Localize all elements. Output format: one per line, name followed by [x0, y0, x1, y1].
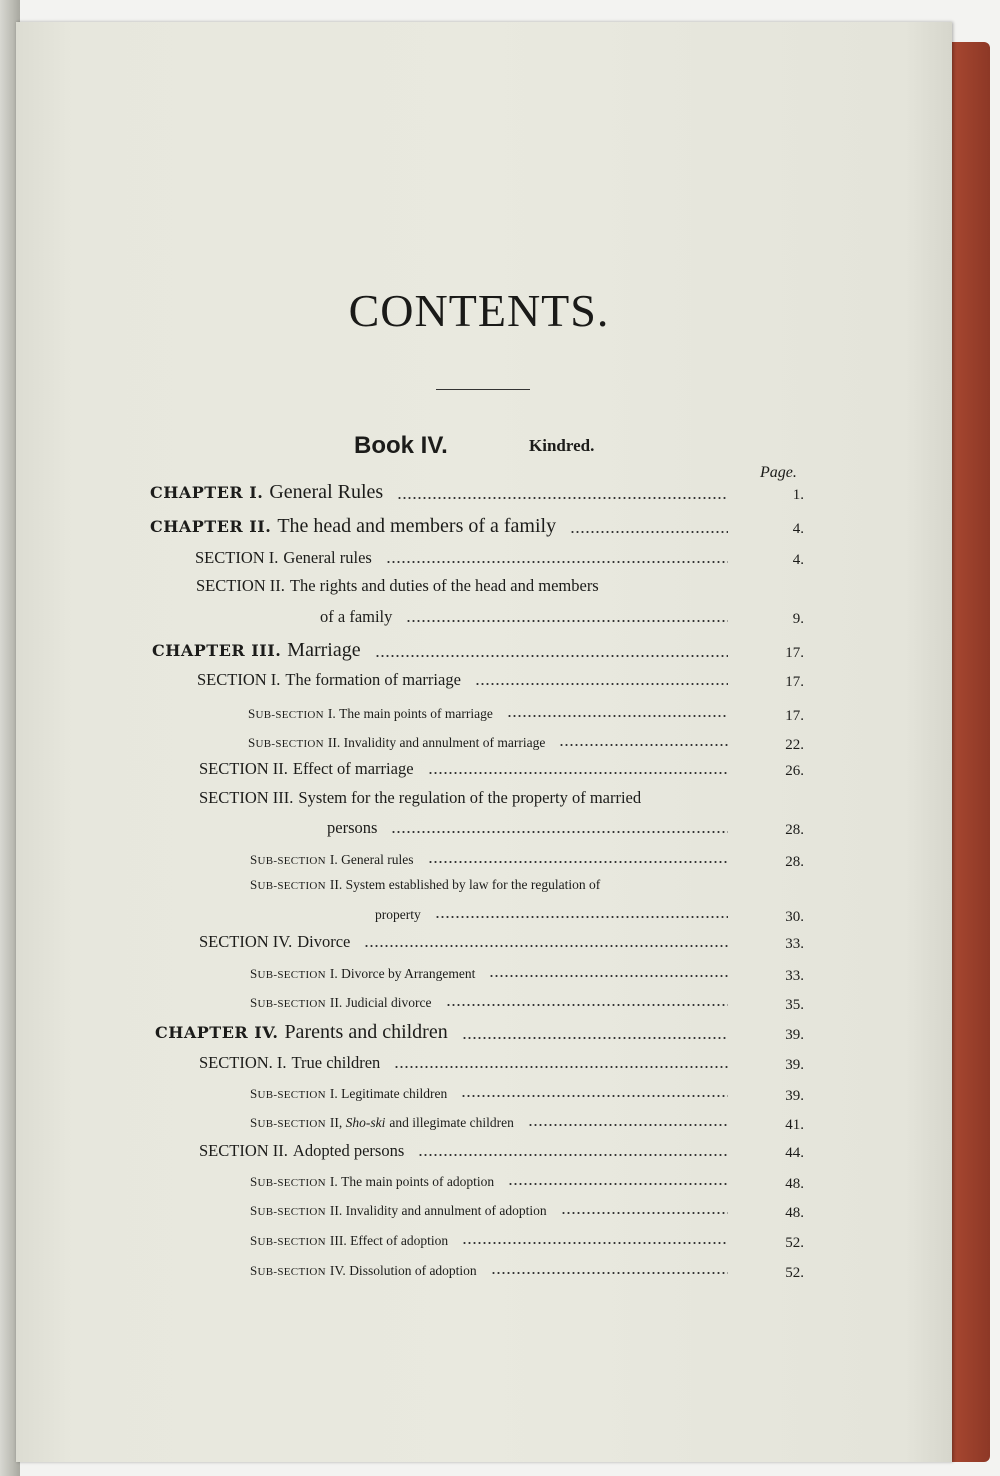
dot-leader	[375, 654, 728, 658]
dot-leader	[475, 682, 728, 686]
section-label: SECTION I.	[197, 670, 281, 689]
page-number: 1.	[792, 487, 804, 503]
subsection-label	[250, 1115, 326, 1131]
subsection-label-initial: S	[248, 735, 256, 750]
entry-title: General rules	[283, 548, 372, 567]
subsection-label-initial: S	[250, 1203, 258, 1218]
entry-title: The main points of marriage	[339, 706, 493, 721]
dot-leader	[508, 1182, 728, 1186]
entry-title: Invalidity and annulment of adoption	[345, 1203, 547, 1218]
dot-leader	[507, 714, 728, 718]
dot-leader	[528, 1123, 728, 1127]
toc-entry-subsection	[250, 1115, 514, 1131]
toc-entry-section	[196, 576, 599, 596]
toc-entry-section	[199, 932, 350, 952]
entry-title: Invalidity and annulment of marriage	[343, 735, 546, 750]
section-label: SECTION II.	[196, 576, 285, 595]
entry-title: Effect of adoption	[350, 1233, 449, 1248]
toc-entry-chapter	[150, 481, 383, 504]
page-number: 28.	[785, 822, 804, 838]
dot-leader	[394, 1065, 728, 1069]
toc-entry-chapter	[152, 639, 361, 662]
subsection-numeral: II.	[329, 1203, 346, 1218]
toc-entry-subsection	[250, 1174, 494, 1190]
toc-entry-subsection	[250, 852, 414, 868]
toc-entry-section	[197, 670, 461, 690]
subsection-label-rest: UB-SECTION	[257, 998, 326, 1010]
subsection-label-rest: UB-SECTION	[257, 969, 326, 981]
entry-title: and illegimate children	[389, 1115, 514, 1130]
dot-leader	[559, 743, 728, 747]
dot-leader	[462, 1241, 728, 1245]
toc-entry-chapter	[150, 515, 556, 538]
subsection-numeral: II.	[327, 735, 344, 750]
subsection-label-initial: S	[250, 1174, 258, 1189]
page-number: 52.	[785, 1265, 804, 1281]
page-number: 22.	[785, 737, 804, 753]
subsection-label-rest: UB-SECTION	[255, 709, 324, 721]
dot-leader	[446, 1003, 728, 1007]
subsection-label-initial: S	[250, 995, 258, 1010]
subsection-label	[250, 1263, 326, 1279]
entry-title: System established by law for the regulation of	[345, 877, 601, 892]
subsection-label	[248, 735, 324, 751]
page-number: 30.	[785, 909, 804, 925]
title-rule	[436, 389, 530, 390]
book-heading: Book IV.	[354, 432, 448, 459]
subsection-label	[250, 1233, 326, 1249]
subsection-label	[250, 1086, 326, 1102]
toc-entry-subsection	[248, 735, 545, 751]
subsection-label-rest: UB-SECTION	[257, 880, 326, 892]
entry-title-continuation: persons	[327, 818, 378, 837]
chapter-label: CHAPTER I.	[150, 483, 264, 502]
entry-title: General Rules	[269, 481, 384, 503]
chapter-label: CHAPTER IV.	[155, 1023, 279, 1042]
subsection-label	[250, 877, 326, 893]
toc-entry-section	[199, 788, 641, 808]
subsection-label-initial: S	[250, 1263, 258, 1278]
page-number: 33.	[785, 968, 804, 984]
subsection-label-rest: UB-SECTION	[257, 1206, 326, 1218]
page-number: 39.	[785, 1027, 804, 1043]
subsection-numeral: II,	[329, 1115, 346, 1130]
toc-entry-subsection	[250, 1263, 477, 1279]
book-page	[16, 22, 952, 1462]
entry-title-continuation: of a family	[320, 607, 393, 626]
page-number: 17.	[785, 708, 804, 724]
entry-title-italic: Sho-ski	[345, 1115, 386, 1130]
subsection-label-initial: S	[250, 1233, 258, 1248]
section-label: SECTION IV.	[199, 932, 293, 951]
dot-leader	[462, 1036, 728, 1040]
subsection-label-initial: S	[250, 1115, 258, 1130]
dot-leader	[391, 830, 728, 834]
subsection-numeral: I.	[329, 966, 342, 981]
section-label: SECTION III.	[199, 788, 294, 807]
page-number: 17.	[785, 674, 804, 690]
entry-title: General rules	[341, 852, 414, 867]
page-number: 17.	[785, 645, 804, 661]
toc-entry-subsection	[250, 995, 432, 1011]
subsection-label-rest: UB-SECTION	[257, 1118, 326, 1130]
subsection-label	[248, 706, 324, 722]
dot-leader	[364, 944, 728, 948]
subsection-label-rest: UB-SECTION	[257, 1236, 326, 1248]
entry-title: Marriage	[287, 639, 361, 661]
toc-entry-subsection	[250, 966, 475, 982]
page-number: 4.	[792, 552, 804, 568]
dot-leader	[386, 560, 728, 564]
subsection-numeral: II.	[329, 877, 346, 892]
entry-title: Divorce by Arrangement	[341, 966, 476, 981]
page-number: 26.	[785, 763, 804, 779]
page-number: 48.	[785, 1205, 804, 1221]
page-number: 28.	[785, 854, 804, 870]
entry-title: Judicial divorce	[345, 995, 432, 1010]
page-number: 41.	[785, 1117, 804, 1133]
toc-entry-subsection	[250, 1203, 547, 1219]
section-label: SECTION II.	[199, 759, 288, 778]
section-label: SECTION II.	[199, 1141, 288, 1160]
subsection-numeral: I.	[329, 1174, 342, 1189]
subsection-numeral: I.	[329, 1086, 342, 1101]
toc-entry-section	[199, 1053, 380, 1073]
subsection-label-initial: S	[250, 966, 258, 981]
book-subject: Kindred.	[529, 436, 595, 455]
subsection-numeral: III.	[329, 1233, 351, 1248]
toc-entry-section	[195, 548, 372, 568]
dot-leader	[418, 1153, 728, 1157]
page-number: 9.	[792, 611, 804, 627]
dot-leader	[489, 974, 728, 978]
subsection-label	[250, 966, 326, 982]
entry-title: Legitimate children	[341, 1086, 448, 1101]
page-number: 44.	[785, 1145, 804, 1161]
toc-entry-subsection	[250, 1086, 447, 1102]
entry-title-continuation: property	[375, 907, 421, 922]
page-number: 39.	[785, 1088, 804, 1104]
entry-title: The main points of adoption	[341, 1174, 495, 1189]
entry-title: Divorce	[297, 932, 351, 951]
dot-leader	[428, 860, 728, 864]
subsection-label-initial: S	[250, 877, 258, 892]
dot-leader	[561, 1211, 728, 1215]
subsection-label-rest: UB-SECTION	[257, 1089, 326, 1101]
subsection-label-initial: S	[248, 706, 256, 721]
subsection-numeral: I.	[327, 706, 340, 721]
subsection-label-rest: UB-SECTION	[257, 855, 326, 867]
subsection-label-initial: S	[250, 852, 258, 867]
subsection-label-rest: UB-SECTION	[257, 1266, 326, 1278]
subsection-label	[250, 852, 326, 868]
entry-title: The rights and duties of the head and members	[289, 576, 599, 595]
entry-title: System for the regulation of the property of married	[298, 788, 642, 807]
dot-leader	[397, 496, 728, 500]
subsection-label-initial: S	[250, 1086, 258, 1101]
subsection-numeral: I.	[329, 852, 342, 867]
subsection-label-rest: UB-SECTION	[257, 1177, 326, 1189]
entry-title: Parents and children	[284, 1021, 448, 1043]
toc-entry-section	[199, 759, 414, 779]
subsection-numeral: II.	[329, 995, 346, 1010]
entry-title: Effect of marriage	[292, 759, 414, 778]
chapter-label: CHAPTER III.	[152, 641, 282, 660]
toc-entry-subsection	[250, 877, 600, 893]
page-number: 52.	[785, 1235, 804, 1251]
page-title: CONTENTS.	[348, 285, 610, 336]
dot-leader	[570, 530, 728, 534]
dot-leader	[406, 619, 728, 623]
entry-title: Adopted persons	[292, 1141, 405, 1160]
page-number: 35.	[785, 997, 804, 1013]
entry-title: The formation of marriage	[285, 670, 461, 689]
dot-leader	[461, 1094, 728, 1098]
subsection-numeral: IV.	[329, 1263, 350, 1278]
section-label: SECTION I.	[195, 548, 279, 567]
toc-entry-section	[199, 1141, 404, 1161]
subsection-label-rest: UB-SECTION	[255, 738, 324, 750]
dot-leader	[428, 771, 728, 775]
page-number: 48.	[785, 1176, 804, 1192]
page-column-header: Page.	[760, 464, 797, 481]
entry-title: The head and members of a family	[277, 515, 557, 537]
page-number: 4.	[792, 521, 804, 537]
page-number: 33.	[785, 936, 804, 952]
toc-entry-chapter	[155, 1021, 448, 1044]
page-number: 39.	[785, 1057, 804, 1073]
toc-entry-subsection	[250, 1233, 448, 1249]
subsection-label	[250, 1203, 326, 1219]
subsection-label	[250, 1174, 326, 1190]
section-label: SECTION. I.	[199, 1053, 287, 1072]
toc-entry-subsection	[248, 706, 493, 722]
chapter-label: CHAPTER II.	[150, 517, 272, 536]
dot-leader	[435, 915, 728, 919]
entry-title: Dissolution of adoption	[349, 1263, 477, 1278]
entry-title: True children	[291, 1053, 381, 1072]
subsection-label	[250, 995, 326, 1011]
dot-leader	[491, 1271, 728, 1275]
